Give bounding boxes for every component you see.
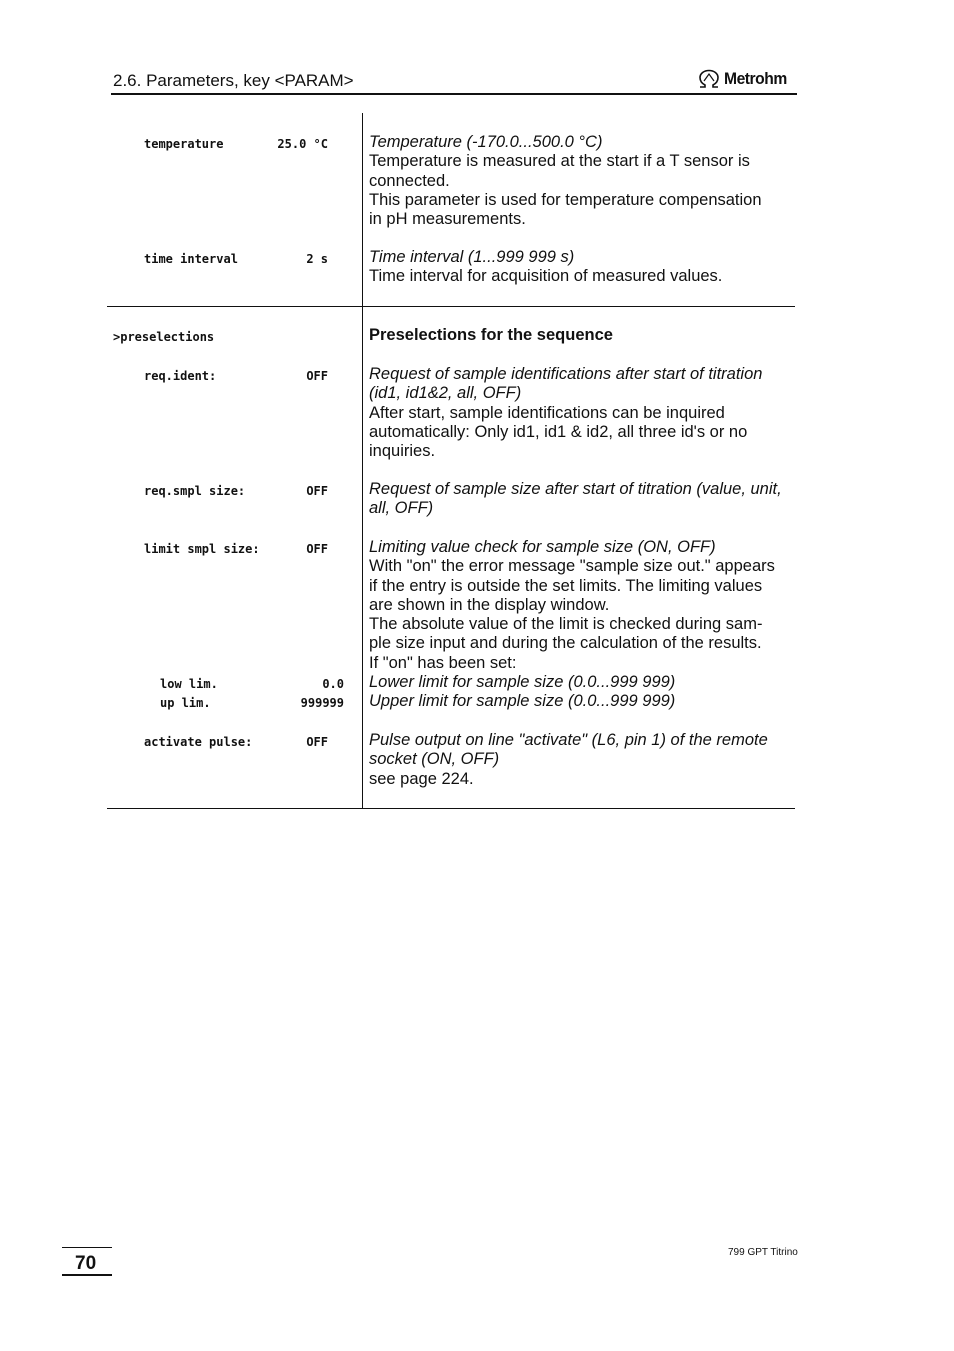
logo-text: Metrohm: [724, 69, 787, 88]
desc-line: After start, sample identifications can be inquired: [369, 403, 725, 422]
desc-line: ple size input and during the calculation of the results.: [369, 634, 762, 653]
table-bottom-rule: [107, 808, 795, 809]
param-label-up-lim: up lim.: [160, 696, 211, 710]
desc-req-ident: [369, 365, 795, 461]
param-value-req-smpl-size: OFF: [306, 484, 328, 498]
param-label-req-ident: req.ident:: [144, 369, 217, 383]
desc-up-lim: Upper limit for sample size (0.0...999 999): [369, 692, 676, 711]
omega-icon: [697, 69, 721, 89]
desc-heading: Request of sample size after start of titration (value, unit,: [369, 480, 782, 498]
desc-line: Temperature is measured at the start if a T sensor is: [369, 152, 750, 171]
desc-line: automatically: Only id1, id1 & id2, all three id's or no: [369, 422, 748, 441]
brand-logo: [697, 68, 792, 90]
desc-activate-pulse: [369, 731, 795, 789]
desc-low-lim: Lower limit for sample size (0.0...999 999): [369, 673, 676, 692]
desc-limit-smpl-size: [369, 538, 795, 712]
desc-heading: (id1, id1&2, all, OFF): [369, 384, 522, 403]
param-value-low-lim: 0.0: [322, 677, 344, 691]
desc-line: With "on" the error message "sample size out." appears: [369, 557, 775, 576]
desc-heading: Temperature (-170.0...500.0 °C): [369, 133, 603, 151]
product-name: 799 GPT Titrino: [728, 1247, 798, 1258]
param-value-limit-smpl-size: OFF: [306, 542, 328, 556]
header-rule: [111, 93, 797, 95]
desc-time-interval: [369, 248, 795, 287]
desc-line: are shown in the display window.: [369, 595, 610, 614]
param-label-limit-smpl-size: limit smpl size:: [144, 542, 260, 556]
param-label-preselections: >preselections: [113, 330, 215, 344]
desc-line: The absolute value of the limit is checked during sam-: [369, 615, 763, 634]
column-divider: [362, 113, 363, 808]
desc-line: connected.: [369, 171, 450, 190]
param-label-req-smpl-size: req.smpl size:: [144, 484, 246, 498]
desc-line: inquiries.: [369, 442, 436, 461]
param-value-activate-pulse: OFF: [306, 735, 328, 749]
section-title: 2.6. Parameters, key <PARAM>: [113, 71, 354, 90]
page-number-top-rule: [62, 1247, 112, 1248]
desc-heading: socket (ON, OFF): [369, 750, 500, 769]
param-label-time-interval: time interval: [144, 252, 238, 266]
desc-heading: all, OFF): [369, 499, 434, 518]
param-value-time-interval: 2 s: [306, 252, 328, 266]
param-value-req-ident: OFF: [306, 369, 328, 383]
desc-line: Time interval for acquisition of measured values.: [369, 267, 723, 286]
desc-req-smpl-size: [369, 480, 795, 519]
desc-heading: Limiting value check for sample size (ON, OFF): [369, 538, 716, 556]
desc-line: If "on" has been set:: [369, 653, 517, 672]
param-label-temperature: temperature: [144, 137, 224, 151]
desc-heading: Pulse output on line "activate" (L6, pin 1) of the remote: [369, 731, 768, 749]
desc-preselections-heading: Preselections for the sequence: [369, 326, 613, 344]
desc-line: if the entry is outside the set limits. The limiting values: [369, 576, 763, 595]
page-number: 70: [75, 1253, 97, 1274]
desc-line: This parameter is used for temperature compensation: [369, 190, 762, 209]
param-label-low-lim: low lim.: [160, 677, 218, 691]
desc-temperature: [369, 133, 795, 229]
param-value-up-lim: 999999: [300, 696, 344, 710]
row-divider: [107, 306, 795, 307]
param-value-temperature: 25.0 °C: [277, 137, 328, 151]
page-number-rule: [62, 1274, 112, 1276]
desc-heading: Request of sample identifications after start of titration: [369, 365, 763, 383]
desc-heading: Time interval (1...999 999 s): [369, 248, 575, 266]
param-label-activate-pulse: activate pulse:: [144, 735, 253, 749]
desc-line: in pH measurements.: [369, 210, 526, 229]
desc-line: see page 224.: [369, 769, 474, 788]
